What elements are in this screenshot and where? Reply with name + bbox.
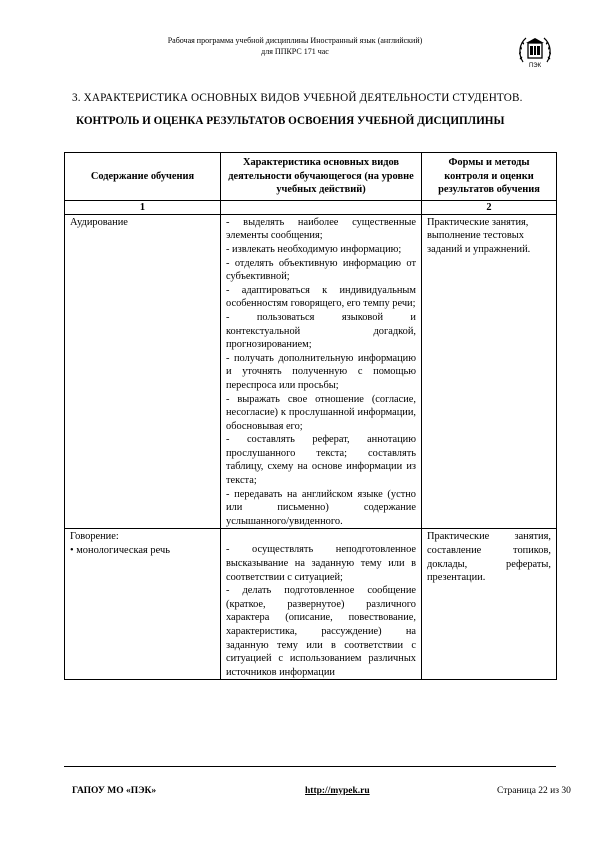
topic-label: Говорение: — [70, 531, 119, 543]
footer-organization: ГАПОУ МО «ПЭК» — [72, 786, 157, 796]
row-activities — [221, 529, 422, 680]
topic-label: Аудирование — [70, 216, 128, 228]
activities-table — [64, 152, 557, 680]
footer-website-link[interactable]: http://mypek.ru — [305, 786, 370, 796]
activity-item: - пользоваться языковой и контекстуальной догадкой, прогнозированием; — [226, 311, 416, 351]
activity-item: - получать дополнительную информацию и уточнять полученную с помощью переспроса или просьбы; — [226, 352, 416, 391]
row-topic — [65, 529, 221, 680]
footer-page-number: Страница 22 из 30 — [497, 786, 571, 796]
row-control: Практические занятия, выполнение тестовых заданий и упражнений. — [422, 214, 557, 529]
activity-item: - делать подготовленное сообщение (краткое, развернутое) различного характера (описание, повествование, характеристика, рассуждение) на заданную тему или в соответствии с ситуацией с использованием различных источников информации — [226, 585, 416, 678]
column-header-control: Формы и методы контроля и оценки результатов обучения — [422, 153, 557, 201]
activity-item: - составлять реферат, аннотацию прослушанного текста; составлять таблицу, схему на основе информации из текста; — [226, 434, 416, 487]
document-header — [130, 35, 460, 57]
column-number-1: 1 — [65, 200, 221, 214]
column-header-content: Содержание обучения — [65, 153, 221, 201]
topic-sublabel: • монологическая речь — [70, 545, 170, 557]
table-header-row — [65, 153, 557, 201]
activity-item: - отделять объективную информацию от субъективной; — [226, 257, 416, 283]
activity-item: - выражать свое отношение (согласие, несогласие) к прослушанной информации, обосновывая его; — [226, 393, 416, 432]
activity-item: - осуществлять неподготовленное высказывание на заданную тему или в соответствии с ситуацией; — [226, 544, 416, 583]
table-number-row — [65, 200, 557, 214]
column-number-2: 2 — [422, 200, 557, 214]
column-header-activities: Характеристика основных видов деятельности обучающегося (на уровне учебных действий) — [221, 153, 422, 201]
activity-item: - передавать на английском языке (устно или письменно) содержание услышанного/увиденного. — [226, 488, 416, 527]
table-row — [65, 214, 557, 529]
activity-item: - выделять наиболее существенные элементы сообщения; — [226, 216, 416, 242]
activity-item: - извлекать необходимую информацию; — [226, 243, 402, 255]
table-row — [65, 529, 557, 680]
row-control: Практические занятия, составление топиков, доклады, рефераты, презентации. — [422, 529, 557, 680]
section-subtitle: КОНТРОЛЬ И ОЦЕНКА РЕЗУЛЬТАТОВ ОСВОЕНИЯ УЧЕБНОЙ ДИСЦИПЛИНЫ — [76, 115, 505, 127]
college-logo — [515, 32, 555, 72]
header-line-1: Рабочая программа учебной дисциплины Иностранный язык (английский) — [167, 36, 423, 45]
row-activities — [221, 214, 422, 529]
activity-item: - адаптироваться к индивидуальным особенностям говорящего, его темпу речи; — [226, 284, 416, 310]
section-title: 3. ХАРАКТЕРИСТИКА ОСНОВНЫХ ВИДОВ УЧЕБНОЙ ДЕЯТЕЛЬНОСТИ СТУДЕНТОВ. — [72, 92, 523, 104]
header-line-2: для ППКРС 171 час — [261, 47, 329, 56]
activity-item — [226, 530, 416, 543]
column-number-blank — [221, 200, 422, 214]
footer-divider — [64, 766, 556, 767]
row-topic — [65, 214, 221, 529]
logo-text: ПЭК — [528, 63, 542, 69]
